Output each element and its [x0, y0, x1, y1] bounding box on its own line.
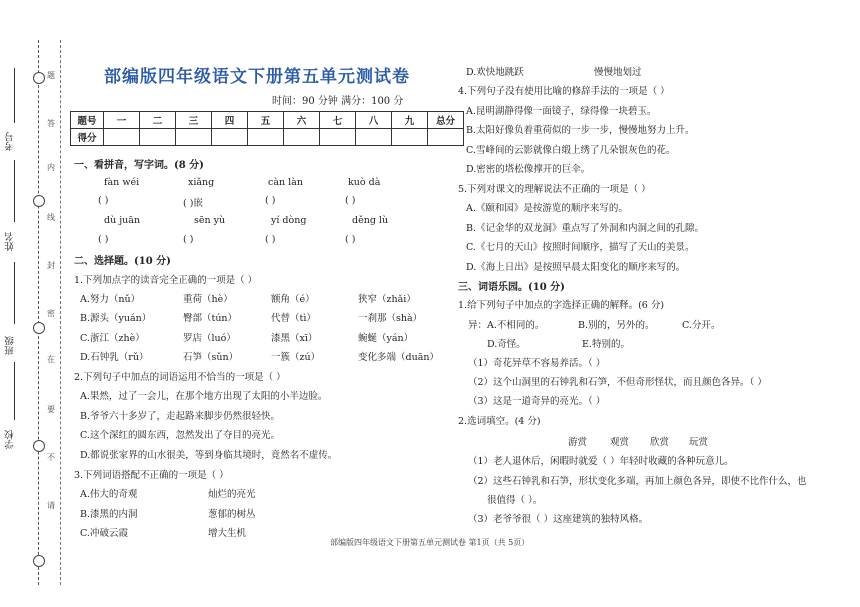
- page-footer: 部编版四年级语文下册第五单元测试卷 第1页（共 5页）: [330, 538, 530, 547]
- answer-blank[interactable]: ( ): [265, 234, 276, 245]
- option[interactable]: 石笋（sǔn）: [183, 352, 239, 363]
- question-item[interactable]: （3）这是一道奇异的亮光。（ ）: [468, 396, 606, 407]
- option[interactable]: 重荷（hè）: [183, 294, 233, 305]
- seal-char: 在: [47, 355, 55, 364]
- score-cell[interactable]: [176, 129, 212, 146]
- class-field[interactable]: [14, 262, 15, 324]
- question-item[interactable]: 很值得（ ）。: [487, 495, 543, 506]
- option[interactable]: C.《七月的天山》按照时间顺序，描写了天山的美景。: [466, 242, 695, 253]
- option[interactable]: 灿烂的亮光: [208, 489, 256, 500]
- score-header-cell: 三: [176, 112, 212, 129]
- option[interactable]: 蜿蜒（yán）: [358, 333, 414, 344]
- score-header-cell: 二: [140, 112, 176, 129]
- question-stem: 4.下列句子没有使用比喻的修辞手法的一项是（ ）: [458, 86, 670, 97]
- score-table-header-row: [71, 112, 464, 129]
- section-heading: 一、看拼音，写字词。(8 分): [74, 160, 204, 171]
- name-label: 姓名: [5, 232, 16, 251]
- option[interactable]: 罗店（luó）: [183, 333, 236, 344]
- answer-blank[interactable]: ( ): [345, 195, 356, 206]
- word-choice: 观赏: [610, 437, 630, 448]
- definition: C.分开。: [682, 320, 721, 331]
- pinyin-item: kuò dà: [348, 177, 381, 188]
- pinyin-item: yí dòng: [271, 215, 307, 226]
- option[interactable]: 变化多端（duān）: [358, 352, 439, 363]
- pinyin-item: děng lù: [352, 215, 389, 226]
- option[interactable]: 臀部（tún）: [183, 313, 238, 324]
- page-title: 部编版四年级语文下册第五单元测试卷: [104, 67, 410, 87]
- question-item[interactable]: （2）这些石钟乳和石笋，形状变化多端，再加上颜色各异，即使不比作什么，也: [468, 476, 807, 487]
- score-cell[interactable]: [212, 129, 248, 146]
- seal-char: 不: [47, 453, 55, 462]
- answer-blank[interactable]: ( ): [183, 234, 194, 245]
- option[interactable]: A.伟大的奇观: [80, 489, 138, 500]
- class-label: 班级: [5, 336, 16, 355]
- exam-number-field[interactable]: [14, 68, 15, 123]
- option[interactable]: C.浙江（zhè）: [80, 333, 145, 344]
- word-choice: 欣赏: [650, 437, 670, 448]
- score-header-cell: 一: [104, 112, 140, 129]
- seal-char: 题: [47, 71, 55, 80]
- score-header-cell: 六: [284, 112, 320, 129]
- pinyin-item: xiǎng: [188, 177, 215, 188]
- score-cell[interactable]: [104, 129, 140, 146]
- option[interactable]: A.努力（nǔ）: [80, 294, 141, 305]
- score-cell[interactable]: [248, 129, 284, 146]
- question-item[interactable]: （2）这个山洞里的石钟乳和石笋，不但奇形怪状，而且颜色各异。（ ）: [468, 377, 767, 388]
- seal-char: 答: [47, 119, 55, 128]
- option[interactable]: B.源头（yuán）: [80, 313, 152, 324]
- seal-char: 线: [47, 213, 55, 222]
- option[interactable]: 狭窄（zhǎi）: [358, 294, 416, 305]
- question-stem: 2.下列句子中加点的词语运用不恰当的一项是（ ）: [74, 372, 286, 383]
- option[interactable]: B.太阳好像负着重荷似的一步一步，慢慢地努力上升。: [466, 125, 695, 136]
- option[interactable]: D.欢快地跳跃: [466, 67, 524, 78]
- option[interactable]: 漆黑（xī）: [271, 333, 318, 344]
- option[interactable]: A.昆明湖静得像一面镜子，绿得像一块碧玉。: [466, 106, 657, 117]
- exam-number-label: 考号: [5, 132, 16, 151]
- time-score-info: 时间：90 分钟 满分：100 分: [272, 96, 404, 107]
- option[interactable]: D.密密的塔松像撑开的巨伞。: [466, 164, 591, 175]
- question-item[interactable]: （1）奇花异草不容易养活。（ ）: [468, 358, 606, 369]
- pinyin-item: sēn yù: [194, 215, 226, 226]
- score-table: [70, 111, 464, 146]
- binding-margin: [0, 0, 62, 607]
- definition: B.别的，另外的。: [578, 320, 655, 331]
- option[interactable]: A.果然，过了一会儿，在那个地方出现了太阳的小半边脸。: [80, 391, 328, 402]
- name-field[interactable]: [14, 160, 15, 222]
- question-item[interactable]: （1）老人退休后，闲暇时就爱（ ）年轻时收藏的各种玩意儿。: [468, 456, 734, 467]
- option[interactable]: D.《海上日出》是按照早晨太阳变化的顺序来写的。: [466, 262, 686, 273]
- option[interactable]: B.爷爷六十多岁了，走起路来脚步仍然很轻快。: [80, 411, 281, 422]
- definition: 异：A.不相同的。: [468, 320, 545, 331]
- binding-hole: [33, 72, 45, 84]
- question-item[interactable]: （3）老爷爷很（ ）这座建筑的独特风格。: [468, 514, 649, 525]
- answer-blank[interactable]: ( ): [265, 195, 276, 206]
- binding-hole: [33, 322, 45, 334]
- question-stem: 3.下列词语搭配不正确的一项是（ ）: [74, 470, 229, 481]
- option[interactable]: 代替（tì）: [271, 313, 316, 324]
- pinyin-item: fàn wéi: [104, 177, 140, 188]
- seal-char: 密: [47, 309, 55, 318]
- pinyin-item: dù juān: [104, 215, 141, 226]
- seal-char: 封: [47, 261, 55, 270]
- score-table-row: [71, 129, 464, 146]
- score-cell[interactable]: [284, 129, 320, 146]
- section-heading: 二、选择题。(10 分): [74, 256, 171, 267]
- answer-blank[interactable]: ( ): [98, 234, 109, 245]
- definition: E.特别的。: [582, 339, 630, 350]
- option[interactable]: D.石钟乳（rǔ）: [80, 352, 149, 363]
- word-choice: 玩赏: [689, 437, 709, 448]
- option[interactable]: 慢慢地划过: [594, 67, 642, 78]
- question-stem: 1.下列加点字的读音完全正确的一项是（ ）: [74, 275, 258, 286]
- option[interactable]: 额角（é）: [271, 294, 315, 305]
- binding-hole: [33, 440, 45, 452]
- score-header-cell: 总分: [428, 112, 464, 129]
- word-choice: 游赏: [568, 437, 588, 448]
- option[interactable]: C.冲破云霞: [80, 528, 128, 539]
- question-stem: 1.给下列句子中加点的字选择正确的解释。(6 分): [458, 300, 665, 311]
- binding-dashed-line: [38, 40, 39, 585]
- binding-hole: [33, 195, 45, 207]
- school-label: 学校: [5, 430, 16, 449]
- pinyin-item: càn làn: [268, 177, 303, 188]
- answer-blank[interactable]: ( ): [98, 195, 109, 206]
- question-stem: 2.选词填空。(4 分): [458, 416, 541, 427]
- score-cell[interactable]: [428, 129, 464, 146]
- score-header-cell: 七: [320, 112, 356, 129]
- school-field[interactable]: [14, 362, 15, 420]
- score-header-cell: 九: [392, 112, 428, 129]
- score-cell[interactable]: [140, 129, 176, 146]
- answer-blank[interactable]: ( )嵌: [183, 198, 203, 209]
- option[interactable]: 葱郁的树丛: [208, 509, 256, 520]
- option[interactable]: 一刹那（shà）: [358, 313, 423, 324]
- binding-hole: [33, 555, 45, 567]
- option[interactable]: C.雪峰间的云影就像白缎上绣了几朵银灰色的花。: [466, 145, 676, 156]
- score-row-label: 得分: [71, 129, 104, 146]
- question-stem: 5.下列对课文的理解说法不正确的一项是（ ）: [458, 184, 651, 195]
- option[interactable]: B.《记金华的双龙洞》重点写了外洞和内洞之间的孔隙。: [466, 223, 705, 234]
- seal-char: 请: [47, 501, 55, 510]
- option[interactable]: A.《颐和园》是按游览的顺序来写的。: [466, 203, 628, 214]
- seal-dashed-line: [60, 40, 61, 585]
- score-header-cell: 五: [248, 112, 284, 129]
- score-cell[interactable]: [392, 129, 428, 146]
- score-header-cell: 题号: [71, 112, 104, 129]
- option[interactable]: B.漆黑的内洞: [80, 509, 138, 520]
- option[interactable]: C.这个深红的圆东西，忽然发出了夺目的亮光。: [80, 430, 280, 441]
- option[interactable]: 一簇（zú）: [271, 352, 321, 363]
- answer-blank[interactable]: ( ): [345, 234, 356, 245]
- score-header-cell: 四: [212, 112, 248, 129]
- definition: D.奇怪。: [487, 339, 526, 350]
- score-header-cell: 八: [356, 112, 392, 129]
- option[interactable]: 增大生机: [208, 528, 247, 539]
- seal-char: 要: [47, 405, 55, 414]
- option[interactable]: D.都说张家界的山水很美，等到身临其境时，竟然名不虚传。: [80, 450, 338, 461]
- score-cell[interactable]: [320, 129, 356, 146]
- score-cell[interactable]: [356, 129, 392, 146]
- seal-char: 内: [47, 163, 55, 172]
- section-heading: 三、词语乐园。(10 分): [458, 282, 565, 293]
